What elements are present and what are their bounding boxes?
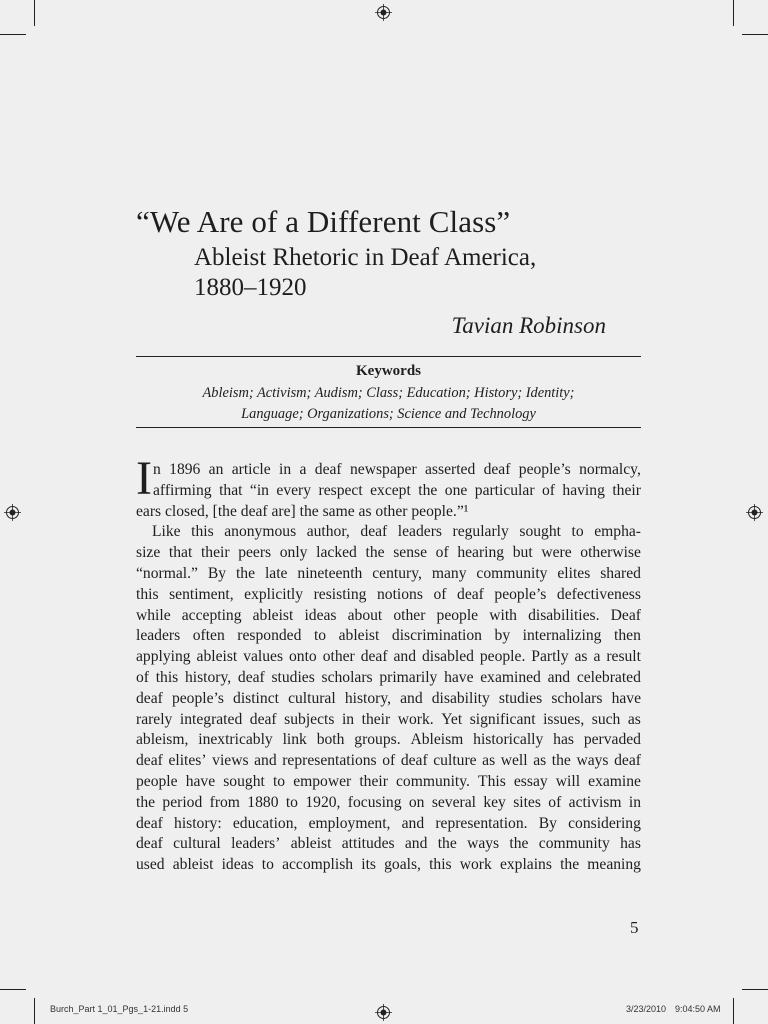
body-line: leaders often responded to ableist discrimination by internalizing then (136, 627, 641, 645)
body-line: size that their peers only lacked the sense of hearing but were otherwise (136, 544, 641, 562)
crop-mark (0, 989, 26, 990)
body-line: deaf cultural leaders’ ableist attitudes and the ways the community has (136, 835, 641, 853)
body-line: deaf people’s distinct cultural history, and disability studies scholars have (136, 689, 641, 707)
crop-mark (733, 0, 734, 26)
crop-mark (742, 34, 768, 35)
body-line: people have sought to empower their community. This essay will examine (136, 772, 641, 790)
registration-mark-icon (375, 1004, 392, 1021)
body-line: ableism, inextricably link both groups. Ableism historically has pervaded (136, 731, 641, 749)
crop-mark (34, 998, 35, 1024)
subtitle-line: Ableist Rhetoric in Deaf America, (194, 244, 537, 271)
slug-time: 9:04:50 AM (675, 1004, 721, 1014)
body-line: while accepting ableist ideas about other people with disabilities. Deaf (136, 606, 641, 624)
slug-filename: Burch_Part 1_01_Pgs_1-21.indd 5 (50, 1004, 189, 1014)
body-line: ears closed, [the deaf are] the same as other people.”¹ (136, 502, 469, 520)
page-number: 5 (630, 918, 639, 937)
keywords-line: Language; Organizations; Science and Technology (241, 406, 536, 422)
body-line: rarely integrated deaf subjects in their work. Yet significant issues, such as (136, 710, 641, 728)
body-line: used ableist ideas to accomplish its goals, this work explains the meaning (136, 856, 641, 874)
body-line: n 1896 an article in a deaf newspaper asserted deaf people’s normalcy, (153, 461, 641, 478)
crop-mark (742, 989, 768, 990)
keywords-bottom-rule (136, 427, 641, 428)
body-line: deaf elites’ views and representations of deaf culture as well as the ways deaf (136, 752, 641, 770)
author-name: Tavian Robinson (451, 313, 606, 338)
crop-mark (0, 34, 26, 35)
keywords-heading: Keywords (356, 363, 421, 379)
keywords-top-rule (136, 356, 641, 357)
body-line: this sentiment, explicitly resisting notions of deaf people’s defectiveness (136, 585, 641, 603)
slug-date: 3/23/2010 (626, 1004, 667, 1014)
chapter-title: “We Are of a Different Class” (136, 204, 511, 239)
keywords-list (136, 383, 641, 425)
body-line: the period from 1880 to 1920, focusing on several key sites of activism in (136, 793, 641, 811)
drop-cap: I (136, 452, 152, 505)
registration-mark-icon (746, 504, 763, 521)
keywords-line: Ableism; Activism; Audism; Class; Education; History; Identity; (202, 385, 575, 401)
body-text (136, 460, 641, 876)
subtitle-line: 1880–1920 (194, 274, 307, 301)
registration-mark-icon (4, 504, 21, 521)
body-line: applying ableist values onto other deaf and disabled people. Partly as a result (136, 648, 641, 666)
chapter-subtitle (194, 243, 536, 303)
body-line: Like this anonymous author, deaf leaders regularly sought to empha- (152, 523, 641, 541)
registration-mark-icon (375, 4, 392, 21)
crop-mark (733, 998, 734, 1024)
body-line: “normal.” By the late nineteenth century, many community elites shared (136, 564, 641, 582)
body-line: of this history, deaf studies scholars primarily have examined and celebrated (136, 668, 641, 686)
crop-mark (34, 0, 35, 26)
body-line: deaf history: education, employment, and representation. By considering (136, 814, 641, 832)
body-line: affirming that “in every respect except the one particular of having their (153, 481, 641, 499)
